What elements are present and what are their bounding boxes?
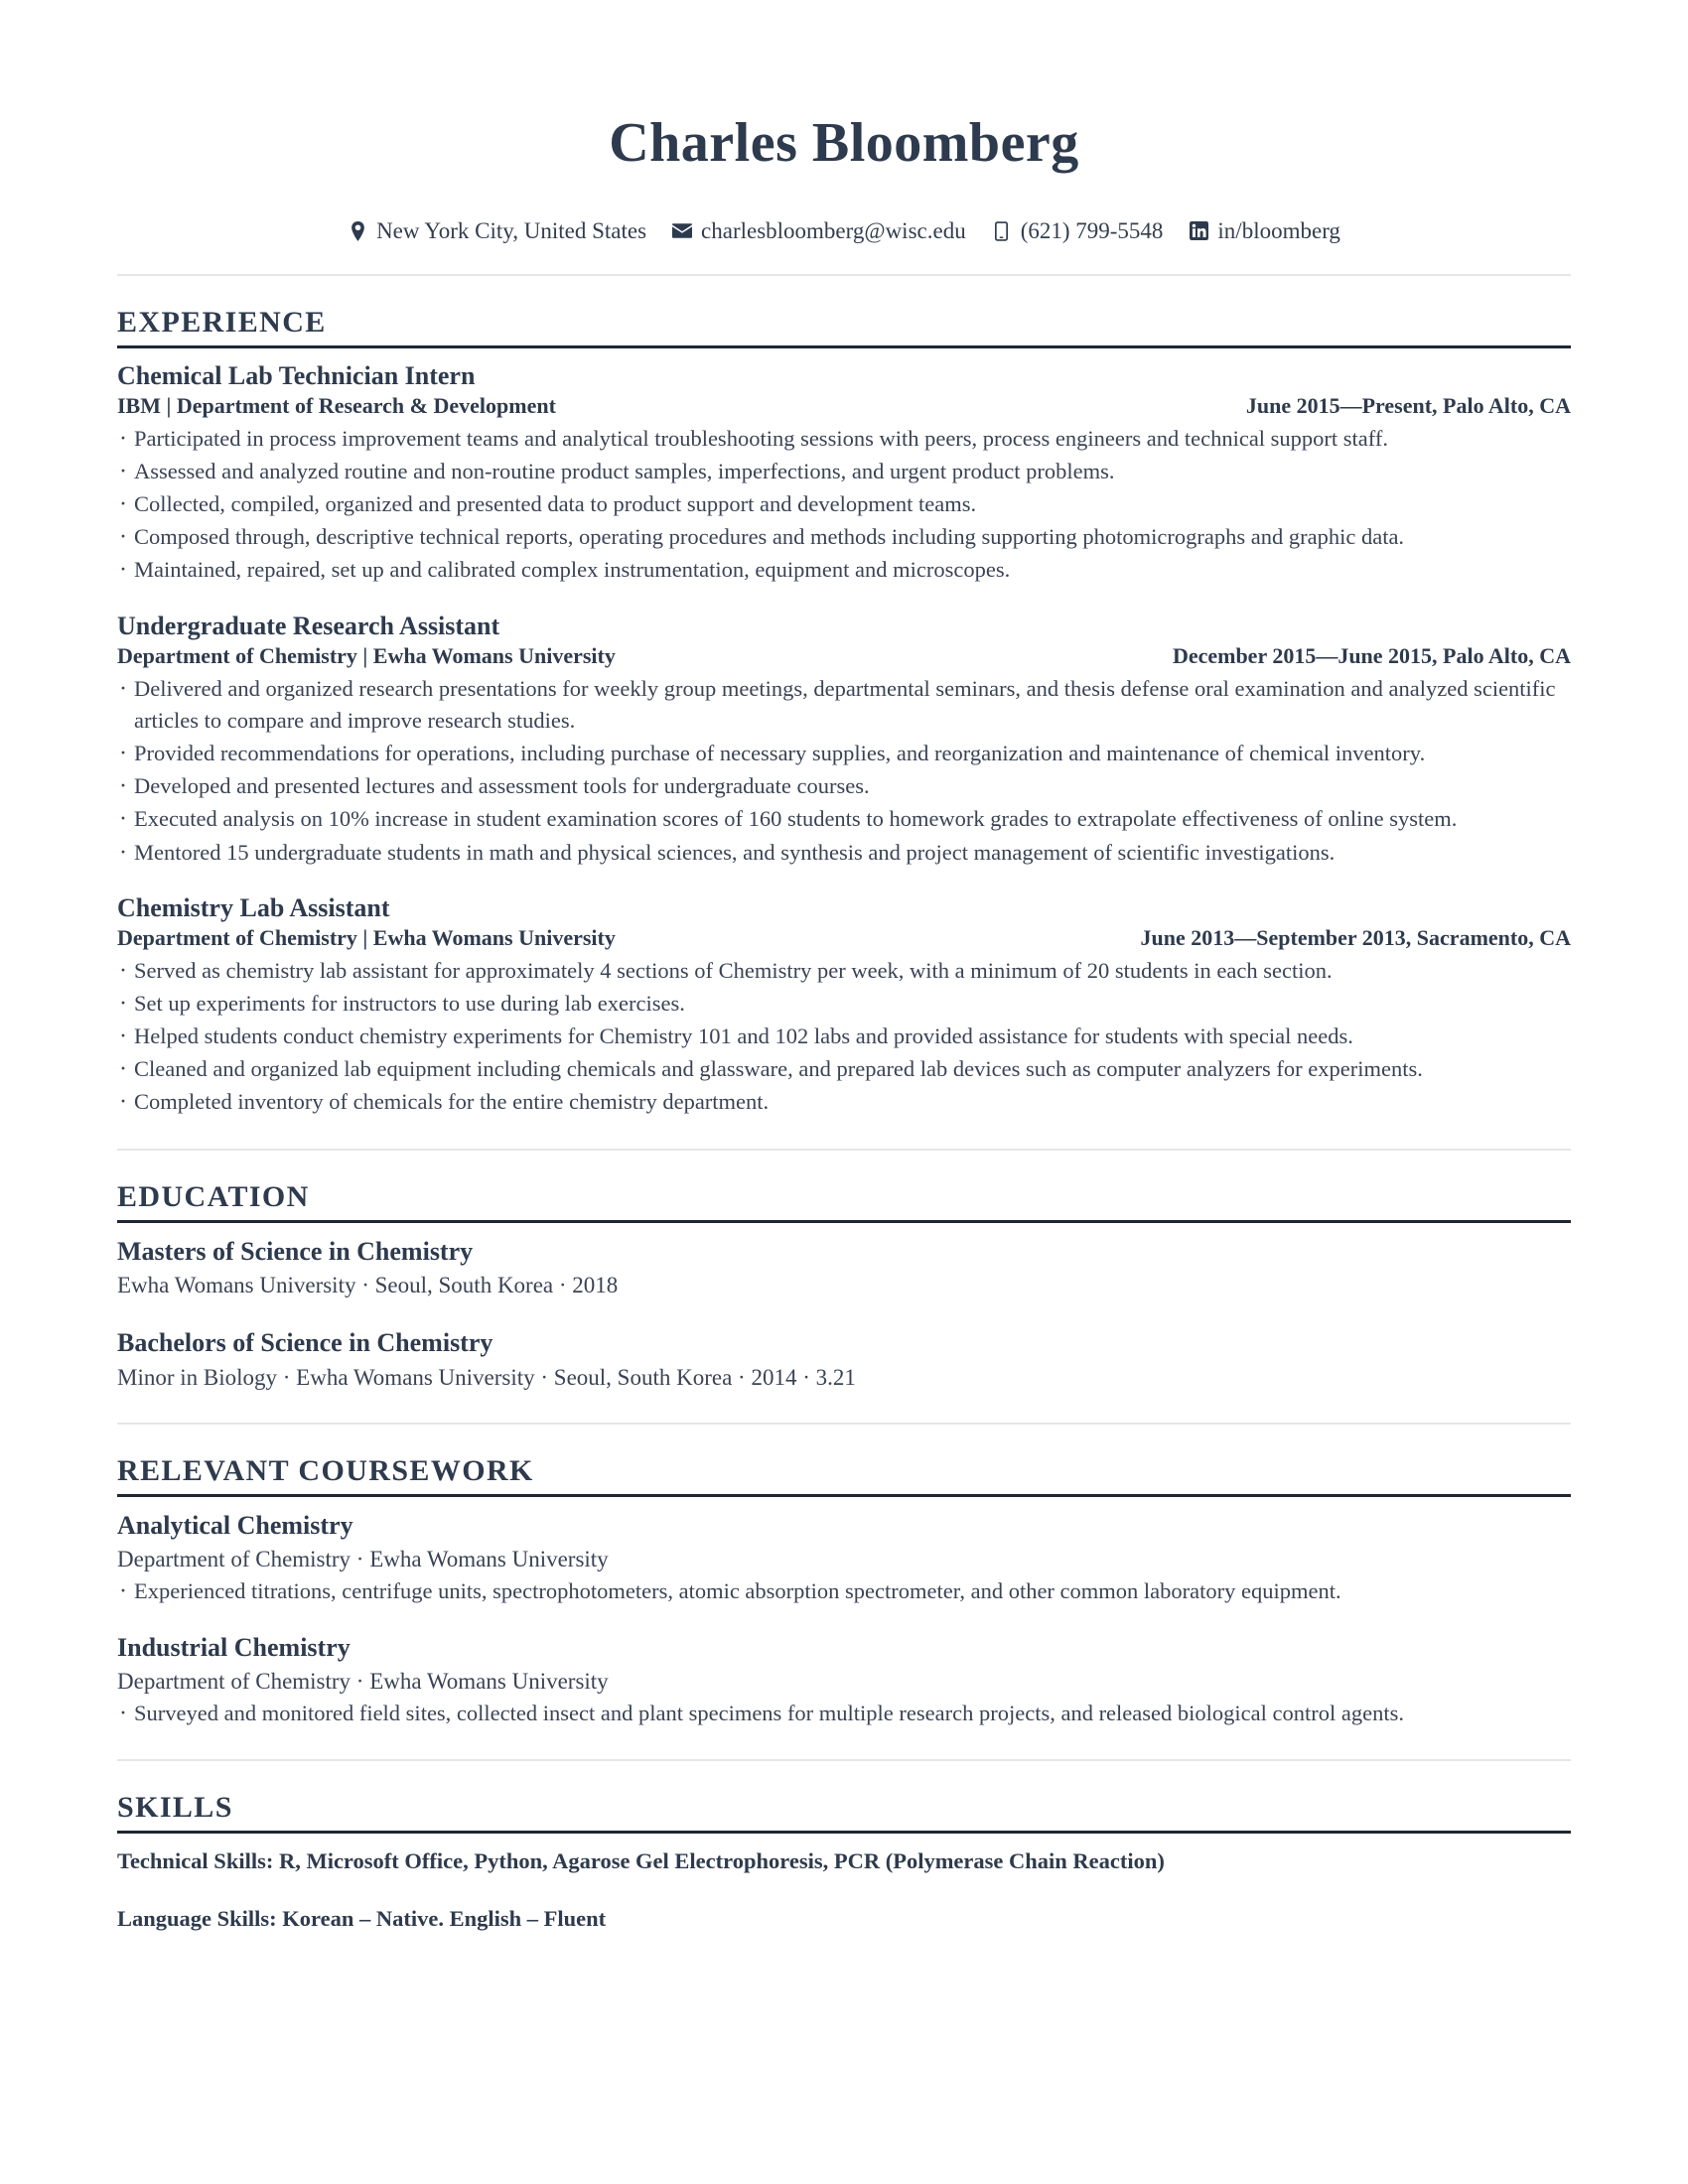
section-skills [117, 1759, 1571, 1934]
experience-bullet-list [117, 423, 1571, 587]
bullet-item: · Participated in process improvement teams and analytical troubleshooting sessions with peers, process engineers and technical support staff. [117, 423, 1571, 455]
experience-organization: Department of Chemistry | Ewha Womans University [117, 925, 616, 951]
contact-email-text: charlesbloomberg@wisc.edu [701, 217, 966, 243]
experience-job-title: Chemistry Lab Assistant [117, 892, 390, 922]
section-title-skills: SKILLS [117, 1791, 233, 1825]
bullet-item: · Developed and presented lectures and assessment tools for undergraduate courses. [117, 770, 1571, 802]
skills-technical: Technical Skills: R, Microsoft Office, Python, Agarose Gel Electrophoresis, PCR (Polymerase Chain Reaction) [117, 1848, 1165, 1874]
section-rule [117, 345, 1571, 348]
skills-language: Language Skills: Korean – Native. English – Fluent [117, 1905, 607, 1931]
bullet-item: · Collected, compiled, organized and presented data to product support and development teams. [117, 488, 1571, 520]
bullet-item: · Mentored 15 undergraduate students in math and physical sciences, and synthesis and project management of scientific investigations. [117, 837, 1571, 869]
experience-entry [117, 611, 1571, 869]
education-entry [117, 1326, 1571, 1393]
section-title-coursework: RELEVANT COURSEWORK [117, 1454, 534, 1488]
coursework-bullet-list [117, 1575, 1571, 1607]
bullet-item: · Helped students conduct chemistry experiments for Chemistry 101 and 102 labs and provided assistance for students with special needs. [117, 1021, 1571, 1052]
location-pin-icon [348, 220, 367, 242]
mobile-phone-icon [992, 220, 1012, 242]
experience-entry-meta [117, 924, 1571, 953]
education-details: Ewha Womans University · Seoul, South Korea · 2018 [117, 1273, 619, 1298]
experience-bullet-list [117, 955, 1571, 1119]
education-details: Minor in Biology · Ewha Womans University · Seoul, South Korea · 2014 · 3.21 [117, 1365, 856, 1391]
contact-linkedin[interactable] [1189, 218, 1340, 244]
section-experience [117, 274, 1571, 1119]
bullet-item: · Surveyed and monitored field sites, collected insect and plant specimens for multiple research projects, and released biological control agents. [117, 1698, 1571, 1729]
contact-linkedin-text: in/bloomberg [1217, 217, 1340, 243]
experience-organization: IBM | Department of Research & Development [117, 393, 556, 419]
coursework-course-name: Industrial Chemistry [117, 1633, 351, 1663]
experience-job-title: Undergraduate Research Assistant [117, 611, 500, 640]
contact-location[interactable] [348, 218, 646, 244]
bullet-item: · Delivered and organized research presentations for weekly group meetings, departmental seminars, and thesis defense oral examination and analyzed scientific articles to compare and improve research studies. [117, 673, 1571, 737]
education-degree: Masters of Science in Chemistry [117, 1236, 474, 1266]
coursework-entry [117, 1631, 1571, 1729]
experience-entry-meta [117, 642, 1571, 671]
education-degree: Bachelors of Science in Chemistry [117, 1328, 493, 1358]
experience-date-location: December 2015—June 2015, Palo Alto, CA [1172, 643, 1571, 669]
bullet-item: · Provided recommendations for operations, including purchase of necessary supplies, and reorganization and maintenance of chemical inventory. [117, 738, 1571, 769]
experience-entry [117, 892, 1571, 1119]
section-title-education: EDUCATION [117, 1179, 310, 1213]
experience-entry [117, 360, 1571, 587]
experience-organization: Department of Chemistry | Ewha Womans University [117, 643, 616, 669]
contact-email[interactable] [672, 218, 966, 244]
experience-date-location: June 2013—September 2013, Sacramento, CA [1140, 925, 1571, 951]
experience-date-location: June 2015—Present, Palo Alto, CA [1245, 393, 1571, 419]
contact-row [117, 218, 1571, 244]
education-entry [117, 1235, 1571, 1301]
coursework-organization: Department of Chemistry · Ewha Womans University [117, 1547, 609, 1572]
bullet-item: · Served as chemistry lab assistant for approximately 4 sections of Chemistry per week, with a minimum of 20 students in each section. [117, 955, 1571, 987]
linkedin-icon [1189, 220, 1208, 242]
contact-location-text: New York City, United States [376, 217, 647, 243]
section-rule [117, 1831, 1571, 1834]
bullet-item: · Set up experiments for instructors to use during lab exercises. [117, 988, 1571, 1020]
contact-phone[interactable] [992, 218, 1164, 244]
bullet-item: · Completed inventory of chemicals for the entire chemistry department. [117, 1086, 1571, 1118]
bullet-item: · Assessed and analyzed routine and non-routine product samples, imperfections, and urgent product problems. [117, 456, 1571, 487]
section-education [117, 1149, 1571, 1394]
bullet-item: · Composed through, descriptive technical reports, operating procedures and methods including supporting photomicrographs and graphic data. [117, 521, 1571, 553]
bullet-item: · Cleaned and organized lab equipment including chemicals and glassware, and prepared lab devices such as computer analyzers for experiments. [117, 1053, 1571, 1085]
bullet-item: · Maintained, repaired, set up and calibrated complex instrumentation, equipment and microscopes. [117, 554, 1571, 586]
experience-entry-meta [117, 392, 1571, 421]
experience-job-title: Chemical Lab Technician Intern [117, 360, 476, 390]
coursework-bullet-list [117, 1698, 1571, 1729]
envelope-icon [672, 220, 692, 242]
section-rule [117, 1494, 1571, 1497]
bullet-item: · Executed analysis on 10% increase in student examination scores of 160 students to homework grades to extrapolate effectiveness of online system. [117, 803, 1571, 835]
page-title: Charles Bloomberg [609, 112, 1079, 174]
section-title-experience: EXPERIENCE [117, 305, 327, 339]
section-coursework [117, 1423, 1571, 1729]
coursework-entry [117, 1509, 1571, 1607]
bullet-item: · Experienced titrations, centrifuge units, spectrophotometers, atomic absorption spectrometer, and other common laboratory equipment. [117, 1575, 1571, 1607]
coursework-course-name: Analytical Chemistry [117, 1511, 353, 1541]
section-rule [117, 1220, 1571, 1223]
experience-bullet-list [117, 673, 1571, 869]
coursework-organization: Department of Chemistry · Ewha Womans University [117, 1669, 609, 1695]
contact-phone-text: (621) 799-5548 [1020, 217, 1164, 243]
